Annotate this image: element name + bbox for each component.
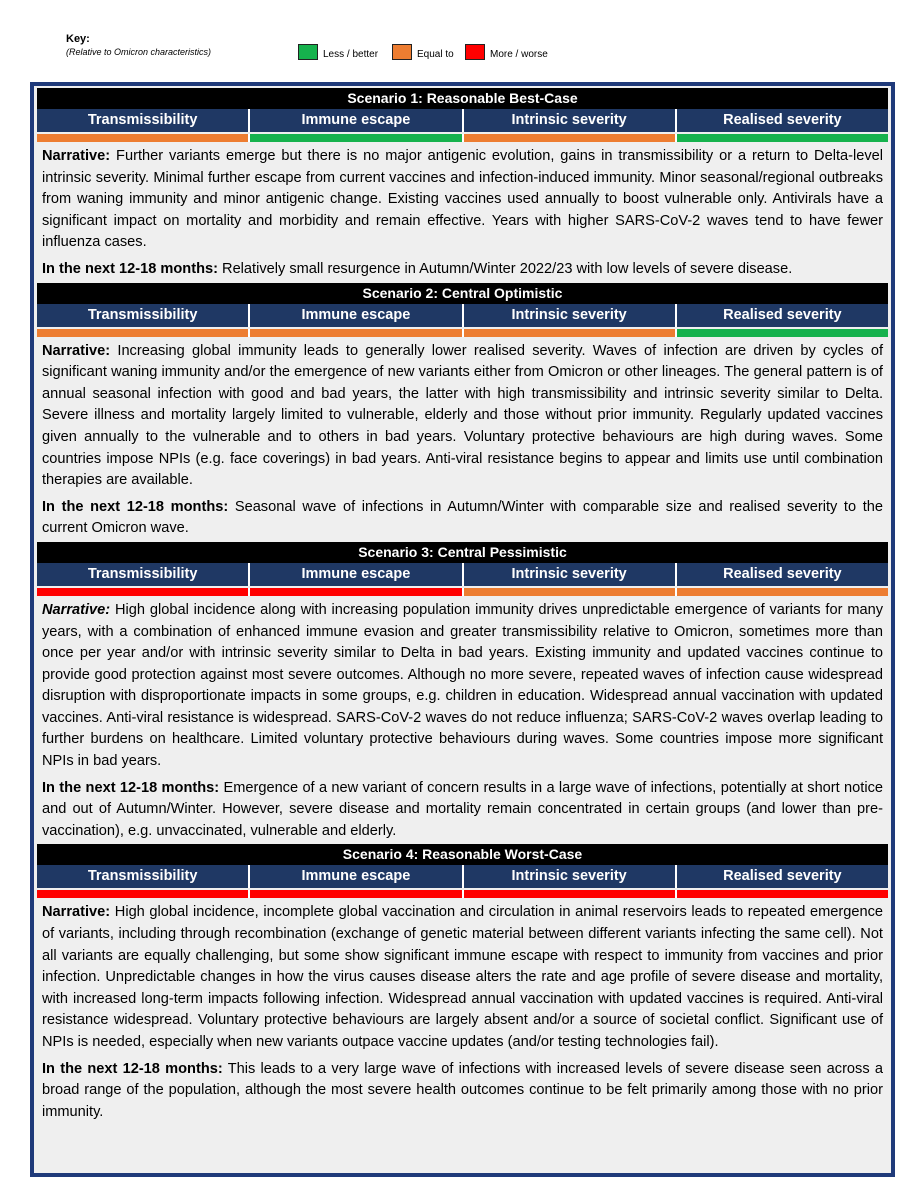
header-row — [37, 109, 888, 132]
rating-row — [37, 134, 888, 142]
rating-realised-severity — [677, 588, 888, 596]
header-immune-escape: Immune escape — [250, 563, 461, 586]
header-realised-severity: Realised severity — [677, 109, 888, 132]
rating-realised-severity — [677, 890, 888, 898]
next-months-label: In the next 12-18 months: — [42, 779, 220, 796]
rating-row — [37, 588, 888, 596]
scenario-list — [37, 88, 888, 1125]
header-row — [37, 563, 888, 586]
scenario-title: Scenario 2: Central Optimistic — [37, 283, 888, 304]
next-months-label: In the next 12-18 months: — [42, 1060, 223, 1077]
legend-swatch-red — [465, 44, 485, 60]
scenario-title: Scenario 1: Reasonable Best-Case — [37, 88, 888, 109]
narrative — [37, 337, 888, 492]
header-immune-escape: Immune escape — [250, 109, 461, 132]
header-row — [37, 304, 888, 327]
key — [66, 33, 211, 58]
rating-intrinsic-severity — [464, 329, 675, 337]
rating-immune-escape — [250, 890, 461, 898]
narrative-text: Increasing global immunity leads to generally lower realised severity. Waves of infection are driven by cycles of significant waning immunity and/or the emergence of new variants either from Omicron or other lineages. The general pattern is of annual seasonal infection with good and bad years, the latter with high transmissibility and intrinsic severity similar to Delta. Severe illness and mortality largely limited to vulnerable, elderly and those without prior immunity. Regularly updated vaccines given annually to the vulnerable and to others in bad years. Voluntary protective behaviours are high during waves. Some countries impose NPIs (e.g. face coverings) in bad years. Anti-viral resistance begins to appear and limits use until combination therapies are available. — [42, 342, 883, 489]
rating-transmissibility — [37, 134, 248, 142]
legend-more — [465, 40, 548, 60]
next-months-label: In the next 12-18 months: — [42, 498, 229, 515]
header-realised-severity: Realised severity — [677, 304, 888, 327]
legend-label: Less / better — [323, 49, 379, 60]
header-intrinsic-severity: Intrinsic severity — [464, 563, 675, 586]
next-months-text: Relatively small resurgence in Autumn/Winter 2022/23 with low levels of severe disease. — [222, 260, 793, 277]
header-intrinsic-severity: Intrinsic severity — [464, 304, 675, 327]
header-intrinsic-severity: Intrinsic severity — [464, 109, 675, 132]
narrative — [37, 596, 888, 773]
header-row — [37, 865, 888, 888]
rating-realised-severity — [677, 134, 888, 142]
legend-less — [298, 40, 378, 60]
legend-swatch-orange — [392, 44, 412, 60]
rating-row — [37, 890, 888, 898]
next-months — [37, 1054, 888, 1126]
scenario-table — [30, 82, 895, 1177]
rating-intrinsic-severity — [464, 134, 675, 142]
next-months — [37, 773, 888, 845]
legend-label: Equal to — [417, 49, 454, 60]
next-months-text: Seasonal wave of infections in Autumn/Winter with comparable size and realised severity to the current Omicron wave. — [42, 498, 883, 537]
scenario-1 — [37, 88, 888, 283]
rating-immune-escape — [250, 134, 461, 142]
rating-intrinsic-severity — [464, 588, 675, 596]
header-transmissibility: Transmissibility — [37, 563, 248, 586]
narrative-text: High global incidence along with increasing population immunity drives unpredictable emergence of variants for many years, with a combination of enhanced immune evasion and greater transmissibility relative to Omicron, sometimes more than once per year and/or with intrinsic severity similar to Delta in bad years. Existing immunity and updated vaccines continue to provide good protection against most severe outcomes. Although no more severe, repeated waves of infection cause widespread disruption with disproportionate impacts in some groups, e.g. children in education. Widespread annual vaccination with updated vaccines. Anti-viral resistance is widespread. SARS-CoV-2 waves do not reduce influenza; SARS-CoV-2 waves overlap leading to further burdens on healthcare. Limited voluntary protective behaviours during waves. Some countries impose more significant NPIs in bad years. — [42, 601, 884, 770]
legend-swatch-green — [298, 44, 318, 60]
scenario-title: Scenario 3: Central Pessimistic — [37, 542, 888, 563]
next-months — [37, 492, 888, 542]
key-title: Key: — [66, 33, 90, 45]
header-realised-severity: Realised severity — [677, 563, 888, 586]
narrative-text: Further variants emerge but there is no major antigenic evolution, gains in transmissibility or a return to Delta-level intrinsic severity. Minimal further escape from current vaccines and infection-induced immunity. Minor seasonal/regional outbreaks from waning immunity and minor antigenic change. Existing vaccines used annually to boost vulnerable only. Antivirals have a significant impact on mortality and morbidity and remain effective. Years with higher SARS-CoV-2 waves tend to have fewer influenza cases. — [42, 148, 884, 251]
next-months-label: In the next 12-18 months: — [42, 260, 218, 277]
rating-immune-escape — [250, 329, 461, 337]
rating-transmissibility — [37, 588, 248, 596]
scenario-3 — [37, 542, 888, 845]
legend-label: More / worse — [490, 49, 548, 60]
narrative-label: Narrative: — [42, 601, 111, 618]
narrative — [37, 142, 888, 254]
narrative-label: Narrative: — [42, 904, 111, 921]
header-transmissibility: Transmissibility — [37, 865, 248, 888]
rating-transmissibility — [37, 329, 248, 337]
rating-transmissibility — [37, 890, 248, 898]
narrative-label: Narrative: — [42, 148, 111, 164]
rating-row — [37, 329, 888, 337]
header-transmissibility: Transmissibility — [37, 109, 248, 132]
narrative-label: Narrative: — [42, 342, 111, 359]
header-immune-escape: Immune escape — [250, 304, 461, 327]
rating-realised-severity — [677, 329, 888, 337]
scenario-4 — [37, 844, 888, 1125]
legend-equal — [392, 40, 454, 60]
header-immune-escape: Immune escape — [250, 865, 461, 888]
header-intrinsic-severity: Intrinsic severity — [464, 865, 675, 888]
next-months — [37, 254, 888, 283]
narrative — [37, 898, 888, 1053]
next-months-text: Emergence of a new variant of concern results in a large wave of infections, potentially at short notice and out of Autumn/Winter. However, severe disease and mortality remain concentrated in certain groups (and lower than pre-vaccination), e.g. unvaccinated, vulnerable and elderly. — [42, 779, 883, 839]
rating-immune-escape — [250, 588, 461, 596]
key-subtitle: (Relative to Omicron characteristics) — [66, 47, 212, 57]
scenario-2 — [37, 283, 888, 542]
header-realised-severity: Realised severity — [677, 865, 888, 888]
rating-intrinsic-severity — [464, 890, 675, 898]
narrative-text: High global incidence, incomplete global vaccination and circulation in animal reservoirs leads to repeated emergence of variants, including through recombination (exchange of genetic material between different variants infecting the same cell). Not all variants are equally challenging, but some show significant immune escape with respect to immunity from vaccines and prior infection. Unpredictable changes in how the virus causes disease alters the rate and age profile of severe disease and mortality, with increased long-term impacts following infection. Widespread annual vaccination with updated vaccines is required. Anti-viral resistance widespread. Voluntary protective behaviours are largely absent and/or a source of societal conflict. Significant use of NPIs is needed, especially when new variants outpace vaccine updates (and/or testing technologies fail). — [42, 904, 883, 1050]
scenario-title: Scenario 4: Reasonable Worst-Case — [37, 844, 888, 865]
header-transmissibility: Transmissibility — [37, 304, 248, 327]
next-months-text: This leads to a very large wave of infections with increased levels of severe disease seen across a broad range of the population, although the most severe health outcomes continue to be felt primarily among those with no prior immunity. — [42, 1060, 884, 1120]
